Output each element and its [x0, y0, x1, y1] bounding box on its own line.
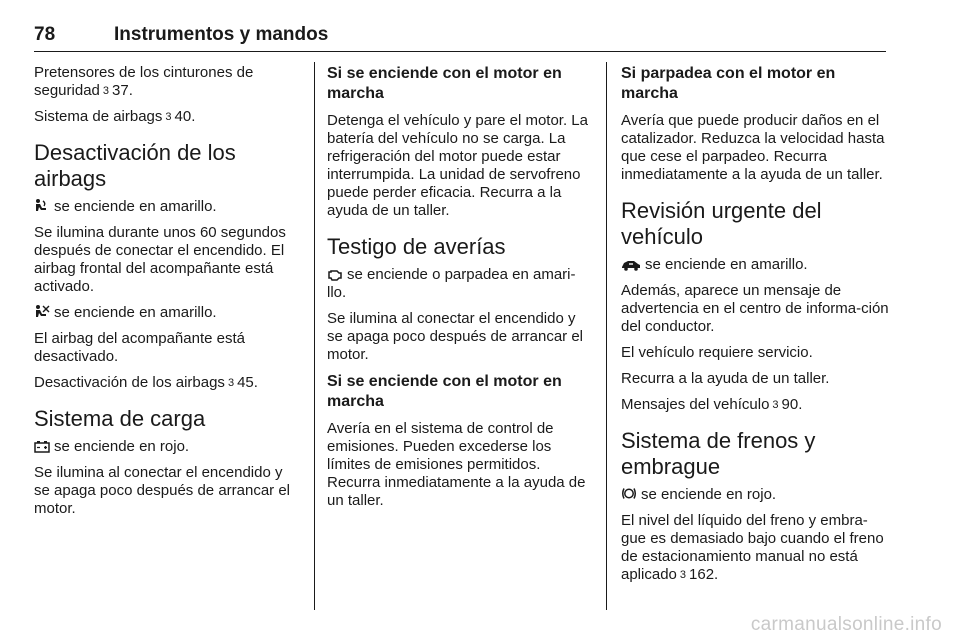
airbag-on-icon: [34, 198, 50, 213]
paragraph: se enciende en amarillo.: [621, 256, 889, 274]
service-vehicle-icon: [621, 259, 641, 271]
battery-icon: [34, 440, 50, 453]
paragraph: Avería que puede producir daños en el catalizador. Reduzca la velocidad hasta que cese el parpadeo. Recurra inmediatamente a la ayuda de un taller.: [621, 112, 885, 183]
paragraph: Se ilumina al conectar el encendido y se apaga poco después de arrancar el motor.: [327, 310, 584, 363]
section-heading-urgent-service: Revisión urgente del vehículo: [621, 198, 822, 249]
paragraph: Recurra a la ayuda de un taller.: [621, 370, 830, 387]
chapter-title: Instrumentos y mandos: [114, 24, 329, 45]
column-right: [621, 64, 889, 592]
paragraph: Desactivación de los airbags 3 45.: [34, 374, 258, 391]
paragraph: se enciende en amarillo.: [34, 304, 300, 322]
page-header: [34, 14, 886, 52]
section-heading-charging: Sistema de carga: [34, 406, 206, 431]
paragraph: Se ilumina durante unos 60 segundos después de conectar el encendido. El airbag frontal del acompañante está activado.: [34, 224, 286, 295]
paragraph: Avería en el sistema de control de emisiones. Pueden excederse los límites de emisiones permitidos. Recurra inmediatamente a la ayuda de un taller.: [327, 420, 586, 509]
cross-ref-arrow-icon: 3: [165, 111, 172, 123]
paragraph: se enciende en amarillo.: [34, 198, 300, 216]
section-heading-airbags: Desactivación de los airbags: [34, 140, 236, 191]
column-divider: [606, 62, 607, 610]
column-divider: [314, 62, 315, 610]
column-middle: [327, 64, 593, 518]
cross-ref-arrow-icon: 3: [102, 85, 110, 97]
paragraph: Además, aparece un mensaje de advertencia en el centro de informa-ción del conductor.: [621, 282, 889, 335]
paragraph: Sistema de airbags 3 40.: [34, 108, 196, 125]
paragraph: Pretensores de los cinturones de seguridad 3 37.: [34, 64, 254, 99]
subheading-engine-running: Si se enciende con el motor en marcha: [327, 373, 562, 410]
cross-ref-arrow-icon: 3: [227, 377, 235, 389]
section-heading-brakes: Sistema de frenos y embrague: [621, 428, 816, 479]
cross-ref-arrow-icon: 3: [772, 399, 779, 411]
brake-warning-icon: [621, 486, 637, 501]
airbag-off-icon: [34, 304, 50, 319]
cross-ref-arrow-icon: 3: [679, 569, 687, 581]
paragraph: El nivel del líquido del freno y embra-gue es demasiado bajo cuando el freno de estacionamiento manual no está aplicado 3 162.: [621, 512, 884, 583]
paragraph: Se ilumina al conectar el encendido y se apaga poco después de arrancar el motor.: [34, 464, 291, 517]
column-left: [34, 64, 300, 526]
paragraph: se enciende en rojo.: [34, 438, 300, 456]
subheading-engine-running: Si se enciende con el motor en marcha: [327, 65, 562, 102]
section-heading-malfunction: Testigo de averías: [327, 234, 506, 259]
paragraph: El vehículo requiere servicio.: [621, 344, 813, 361]
paragraph: se enciende o parpadea en amari-llo.: [327, 266, 576, 301]
subheading-flashing: Si parpadea con el motor en marcha: [621, 65, 836, 102]
paragraph: El airbag del acompañante está desactivado.: [34, 330, 245, 365]
check-engine-icon: [327, 268, 343, 281]
paragraph: Detenga el vehículo y pare el motor. La batería del vehículo no se carga. La refrigeración del motor puede estar interrumpida. La unidad de servofreno puede perder eficacia. Recurra a la ayuda de un taller.: [327, 112, 588, 219]
watermark: carmanualsonline.info: [750, 614, 942, 635]
paragraph: se enciende en rojo.: [621, 486, 889, 504]
paragraph: Mensajes del vehículo 3 90.: [621, 396, 803, 413]
page-number: 78: [34, 24, 56, 45]
